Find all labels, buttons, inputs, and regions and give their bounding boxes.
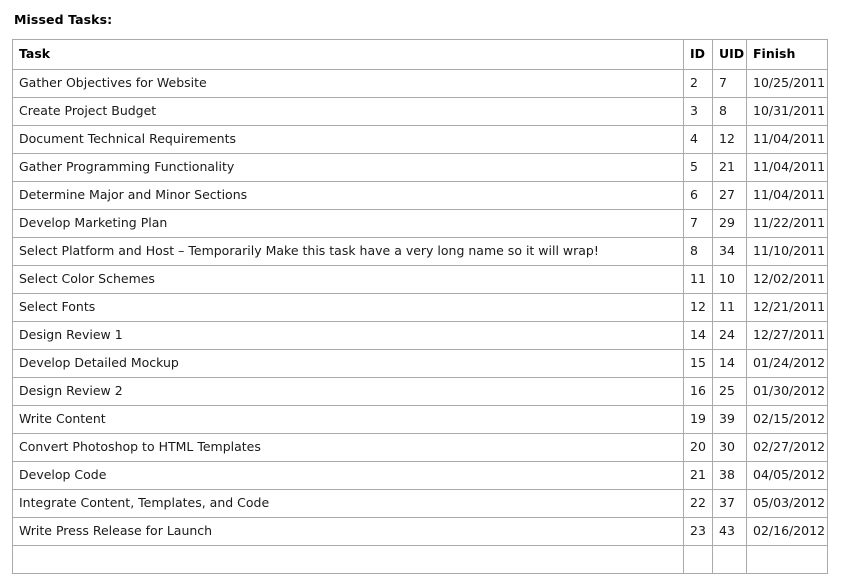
- cell-uid: 29: [713, 209, 747, 237]
- table-row: [13, 181, 828, 209]
- cell-uid: [713, 545, 747, 573]
- cell-finish: 04/05/2012: [747, 461, 828, 489]
- table-header: [13, 40, 828, 70]
- cell-uid: 27: [713, 181, 747, 209]
- table-row: [13, 433, 828, 461]
- cell-uid: 8: [713, 97, 747, 125]
- cell-task: Develop Marketing Plan: [13, 209, 684, 237]
- cell-task: Integrate Content, Templates, and Code: [13, 489, 684, 517]
- column-header-uid: UID: [713, 40, 747, 70]
- cell-id: 4: [684, 125, 713, 153]
- cell-id: 11: [684, 265, 713, 293]
- cell-uid: 11: [713, 293, 747, 321]
- cell-task: Create Project Budget: [13, 97, 684, 125]
- cell-uid: 21: [713, 153, 747, 181]
- cell-task: Gather Objectives for Website: [13, 69, 684, 97]
- cell-finish: 01/24/2012: [747, 349, 828, 377]
- cell-task: Convert Photoshop to HTML Templates: [13, 433, 684, 461]
- table-row: [13, 321, 828, 349]
- cell-finish: 12/02/2011: [747, 265, 828, 293]
- cell-finish: 02/16/2012: [747, 517, 828, 545]
- cell-id: 19: [684, 405, 713, 433]
- cell-uid: 12: [713, 125, 747, 153]
- cell-id: 5: [684, 153, 713, 181]
- cell-task: Determine Major and Minor Sections: [13, 181, 684, 209]
- cell-task: Write Content: [13, 405, 684, 433]
- cell-finish: 01/30/2012: [747, 377, 828, 405]
- table-row: [13, 293, 828, 321]
- cell-finish: 05/03/2012: [747, 489, 828, 517]
- cell-finish: 11/04/2011: [747, 125, 828, 153]
- cell-id: 3: [684, 97, 713, 125]
- cell-id: 8: [684, 237, 713, 265]
- cell-id: 7: [684, 209, 713, 237]
- cell-finish: 10/31/2011: [747, 97, 828, 125]
- table-row: [13, 209, 828, 237]
- cell-task: Select Platform and Host – Temporarily Make this task have a very long name so it will wrap!: [13, 237, 684, 265]
- page-title: Missed Tasks:: [14, 12, 113, 27]
- cell-uid: 43: [713, 517, 747, 545]
- cell-uid: 10: [713, 265, 747, 293]
- table-row: [13, 545, 828, 573]
- cell-finish: 11/22/2011: [747, 209, 828, 237]
- table-body: [13, 69, 828, 573]
- missed-tasks-table-wrapper: [12, 39, 827, 574]
- table-row: [13, 265, 828, 293]
- cell-finish: 10/25/2011: [747, 69, 828, 97]
- table-row: [13, 125, 828, 153]
- cell-id: 22: [684, 489, 713, 517]
- cell-task: Select Fonts: [13, 293, 684, 321]
- column-header-finish: Finish: [747, 40, 828, 70]
- table-row: [13, 377, 828, 405]
- table-row: [13, 237, 828, 265]
- cell-task: Design Review 1: [13, 321, 684, 349]
- cell-task: [13, 545, 684, 573]
- cell-id: 6: [684, 181, 713, 209]
- cell-finish: 12/27/2011: [747, 321, 828, 349]
- cell-uid: 34: [713, 237, 747, 265]
- cell-task: Develop Detailed Mockup: [13, 349, 684, 377]
- cell-uid: 14: [713, 349, 747, 377]
- cell-finish: 02/27/2012: [747, 433, 828, 461]
- cell-finish: 11/04/2011: [747, 153, 828, 181]
- cell-uid: 7: [713, 69, 747, 97]
- cell-uid: 37: [713, 489, 747, 517]
- column-header-id: ID: [684, 40, 713, 70]
- cell-finish: [747, 545, 828, 573]
- cell-task: Gather Programming Functionality: [13, 153, 684, 181]
- table-row: [13, 517, 828, 545]
- table-row: [13, 405, 828, 433]
- cell-uid: 30: [713, 433, 747, 461]
- cell-task: Document Technical Requirements: [13, 125, 684, 153]
- cell-id: 23: [684, 517, 713, 545]
- cell-id: [684, 545, 713, 573]
- cell-id: 16: [684, 377, 713, 405]
- cell-task: Write Press Release for Launch: [13, 517, 684, 545]
- missed-tasks-table: [12, 39, 828, 574]
- column-header-task: Task: [13, 40, 684, 70]
- cell-task: Design Review 2: [13, 377, 684, 405]
- cell-id: 21: [684, 461, 713, 489]
- table-row: [13, 489, 828, 517]
- cell-uid: 38: [713, 461, 747, 489]
- table-header-row: [13, 40, 828, 70]
- table-row: [13, 153, 828, 181]
- cell-finish: 11/10/2011: [747, 237, 828, 265]
- cell-finish: 02/15/2012: [747, 405, 828, 433]
- table-row: [13, 69, 828, 97]
- cell-id: 12: [684, 293, 713, 321]
- cell-id: 14: [684, 321, 713, 349]
- table-row: [13, 97, 828, 125]
- cell-task: Select Color Schemes: [13, 265, 684, 293]
- cell-uid: 24: [713, 321, 747, 349]
- cell-id: 2: [684, 69, 713, 97]
- cell-task: Develop Code: [13, 461, 684, 489]
- cell-finish: 11/04/2011: [747, 181, 828, 209]
- cell-id: 20: [684, 433, 713, 461]
- cell-uid: 25: [713, 377, 747, 405]
- cell-uid: 39: [713, 405, 747, 433]
- cell-finish: 12/21/2011: [747, 293, 828, 321]
- cell-id: 15: [684, 349, 713, 377]
- table-row: [13, 349, 828, 377]
- table-row: [13, 461, 828, 489]
